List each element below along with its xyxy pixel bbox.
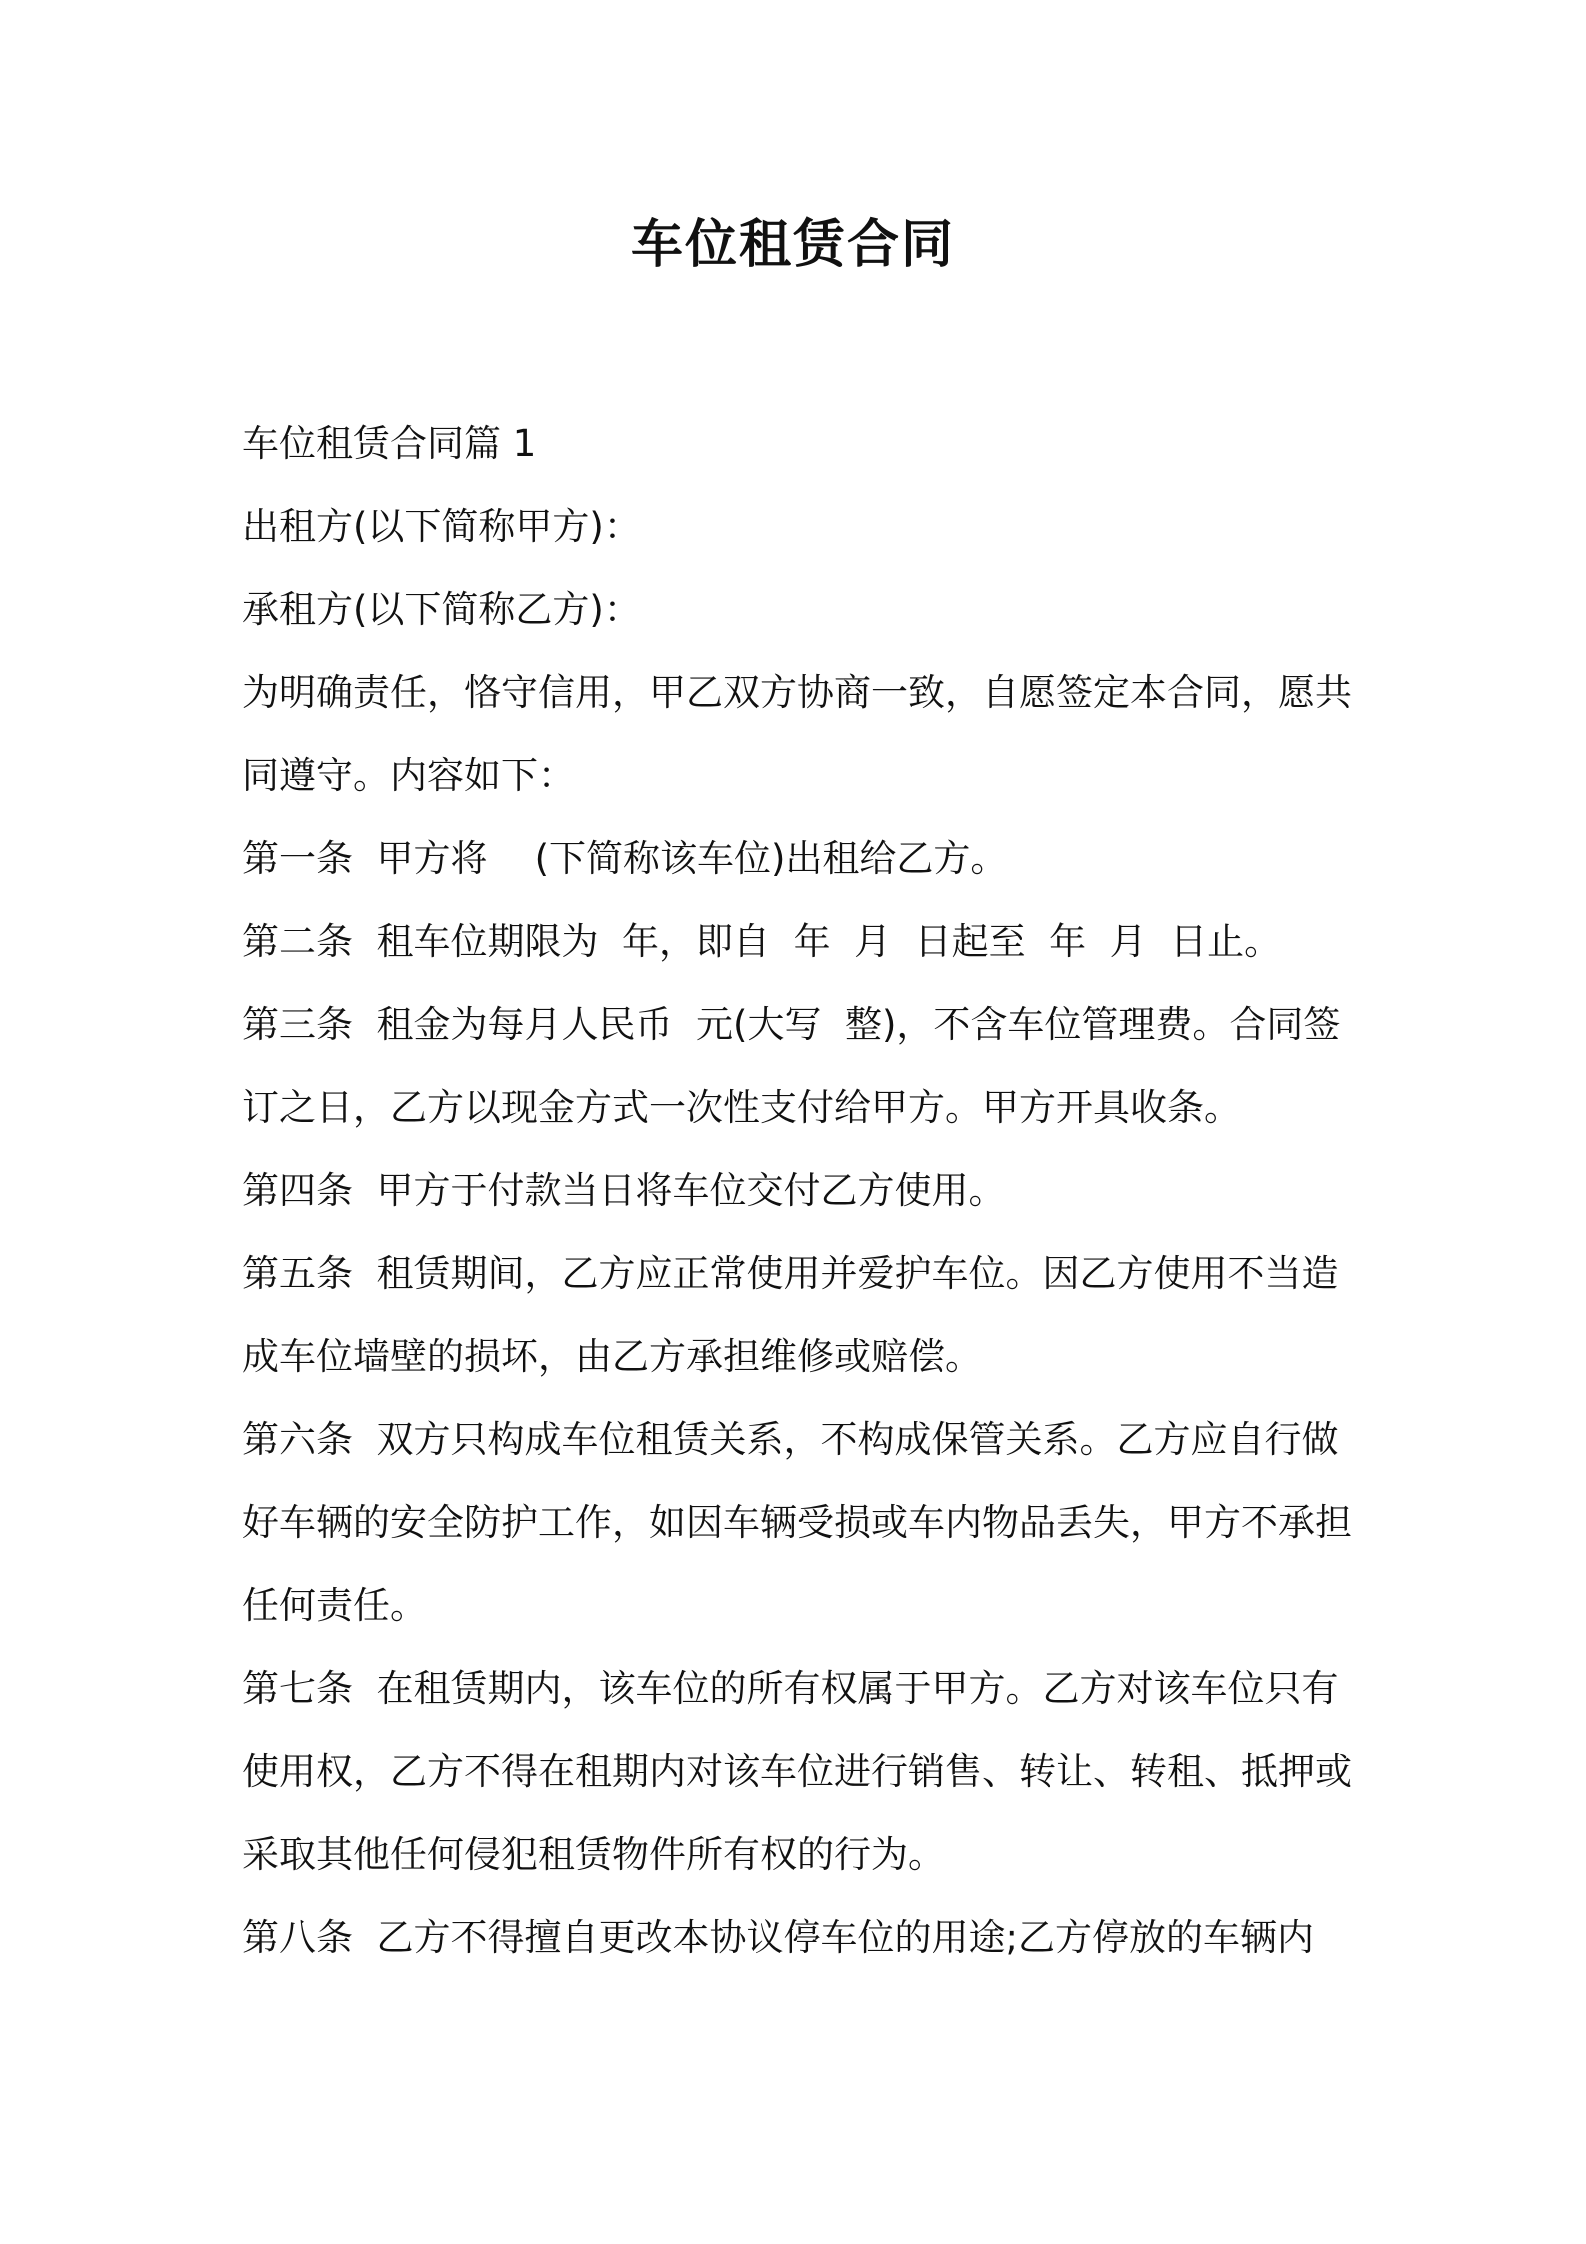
body-line: 任何责任。 [242,1584,427,1627]
body-line: 订之日，乙方以现金方式一次性支付给甲方。甲方开具收条。 [242,1086,1241,1129]
body-line: 第四条 甲方于付款当日将车位交付乙方使用。 [242,1169,1006,1212]
body-line: 第六条 双方只构成车位租赁关系，不构成保管关系。乙方应自行做 [242,1418,1339,1461]
body-line: 第三条 租金为每月人民币 元(大写 整)，不含车位管理费。合同签 [242,1003,1341,1046]
body-line: 采取其他任何侵犯租赁物件所有权的行为。 [242,1833,945,1876]
body-line: 成车位墙壁的损坏，由乙方承担维修或赔偿。 [242,1335,982,1378]
body-line: 同遵守。内容如下： [242,754,575,797]
body-line: 车位租赁合同篇 1 [242,422,537,465]
body-line: 好车辆的安全防护工作，如因车辆受损或车内物品丢失，甲方不承担 [242,1501,1352,1544]
body-line: 第五条 租赁期间，乙方应正常使用并爱护车位。因乙方使用不当造 [242,1252,1339,1295]
document-body [242,402,1362,1979]
body-line: 出租方(以下简称甲方)： [242,505,641,548]
body-line: 使用权，乙方不得在租期内对该车位进行销售、转让、转租、抵押或 [242,1750,1352,1793]
body-line: 为明确责任，恪守信用，甲乙双方协商一致，自愿签定本合同，愿共 [242,671,1352,714]
body-line: 第八条 乙方不得擅自更改本协议停车位的用途;乙方停放的车辆内 [242,1916,1314,1959]
body-line: 承租方(以下简称乙方)： [242,588,641,631]
body-line: 第二条 租车位期限为 年，即自 年 月 日起至 年 月 日止。 [242,920,1282,963]
body-line: 第七条 在租赁期内，该车位的所有权属于甲方。乙方对该车位只有 [242,1667,1339,1710]
body-line: 第一条 甲方将 (下简称该车位)出租给乙方。 [242,837,1008,880]
document-title: 车位租赁合同 [630,215,955,275]
